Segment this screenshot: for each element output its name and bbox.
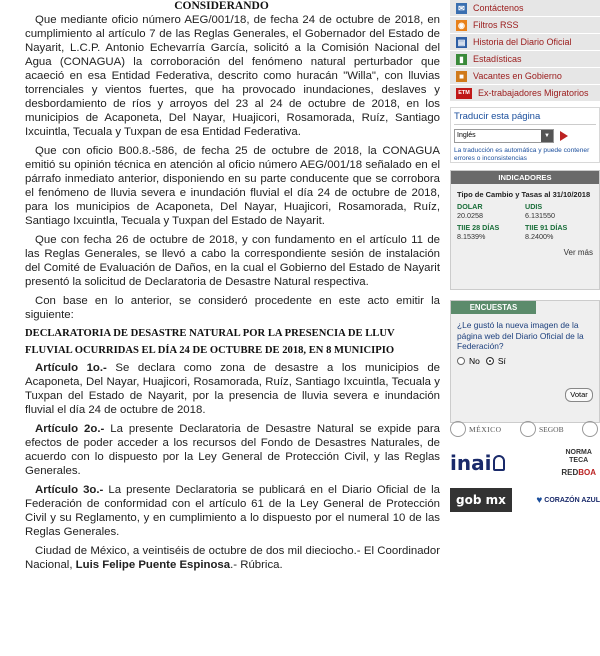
normateca-line-1: NORMA (565, 449, 592, 456)
etm-icon: ETM (456, 88, 472, 99)
briefcase-icon: ■ (456, 71, 467, 82)
article-2-label: Artículo 2o.- (35, 423, 105, 435)
vote-button[interactable]: Votar (565, 388, 593, 402)
indicator-label: UDIS (525, 202, 543, 211)
article-2 (0, 422, 443, 478)
boa-text: BOA (578, 468, 596, 477)
closing-text: Ciudad de México, a veintiséis de octubre de dos mil dieciocho.- El Coordinador Nacional, (25, 545, 440, 571)
paragraph-4: Con base en lo anterior, se consideró procedente en este acto emitir la siguiente: (25, 295, 440, 321)
mexico-seal-icon (450, 421, 466, 437)
sidebar-link-statistics[interactable] (450, 51, 600, 67)
corazon-azul-logo[interactable] (536, 495, 600, 506)
indicator-value: 20.0258 (457, 210, 483, 220)
see-more-link[interactable]: Ver más (563, 248, 593, 257)
segob-logo-text: SEGOB (539, 424, 564, 434)
vote-row (451, 368, 599, 402)
language-select[interactable] (454, 129, 554, 143)
translate-title: Traducir esta página (454, 111, 596, 125)
article-1-label: Artículo 1o.- (35, 362, 107, 374)
book-icon: ▤ (457, 37, 466, 47)
article-3-text: La presente Declaratoria se publicará en el Diario Oficial de la Federación de conformidad con el artículo 61 de la Ley General de Protección Civil y su Reglamento, y en cumplimiento a lo dispuesto por el numeral 10 de las Reglas Generales. (25, 484, 440, 538)
inai-logo-text: inai (450, 451, 492, 475)
heart-icon: ♥ (536, 494, 543, 506)
poll-options (451, 354, 599, 368)
option-no-label: No (469, 355, 480, 366)
language-selected: Inglés (457, 132, 476, 139)
sidebar-link-label: Ex-trabajadores Migratorios (478, 88, 589, 98)
red-text: RED (561, 468, 579, 477)
translate-widget (450, 107, 600, 163)
normateca-line-2: TECA (569, 457, 589, 464)
logo-row-3 (450, 486, 600, 514)
declaration-title-line-1: DECLARATORIA DE DESASTRE NATURAL POR LA PRESENCIA DE LLUV (25, 328, 395, 339)
article-1 (0, 361, 443, 417)
normateca-logo[interactable] (561, 449, 596, 477)
indicator-value: 8.1539% (457, 231, 486, 241)
radio-no[interactable] (457, 357, 465, 365)
partner-logos (450, 418, 600, 522)
inai-figure-icon (493, 455, 505, 471)
sidebar-link-label: Vacantes en Gobierno (473, 71, 562, 81)
paragraph-2: Que con oficio B00.8.-586, de fecha 25 de octubre de 2018, la CONAGUA emitió su opinión técnica en atención al oficio número AEG/001/18 señalado en el párrafo inmediato anterior, disponiendo en su parte conducente que se corrobora el fenómeno de lluvia severa e inundación fluvial el día 24 de octubre de 2018, para los municipios de Acaponeta, Del Nayar, Huajicori, Rosamorada, Ruíz, Santiago Ixcuintla, Tecuala y Tuxpan del Estado de Nayarit. (25, 145, 440, 227)
sidebar (450, 0, 600, 656)
article-3 (0, 483, 443, 539)
sidebar-link-contact[interactable] (450, 0, 600, 16)
sidebar-link-label: Historia del Diario Oficial (473, 37, 572, 47)
mexico-logo[interactable] (450, 421, 502, 437)
chevron-down-icon: ▼ (541, 130, 553, 142)
chart-icon: ▮ (456, 54, 467, 65)
indicator-tiie-91 (525, 224, 593, 241)
radio-si[interactable] (486, 357, 494, 365)
closing-suffix: .- Rúbrica. (230, 559, 283, 571)
indicator-tiie-28 (457, 224, 525, 241)
sidebar-link-label: Filtros RSS (473, 20, 519, 30)
indicator-label: TIIE 91 DÍAS (525, 223, 568, 232)
contact-icon: ✉ (456, 3, 467, 14)
indicators-title: Tipo de Cambio y Tasas al 31/10/2018 (457, 190, 591, 199)
segob-seal-icon (520, 421, 536, 437)
indicator-value: 6.131550 (525, 210, 555, 220)
article-1-text: Se declara como zona de desastre a los municipios de Acaponeta, Del Nayar, Huajicori, Rosamorada, Ruíz, Santiago Ixcuintla, Tecuala y Tuxpan del Estado de Nayarit, por la presencia de lluvia severa e inundación fluvial el día 24 de octubre de 2018. (25, 362, 440, 416)
poll-header: ENCUESTAS (451, 301, 536, 314)
mexico-logo-text: MÉXICO (469, 424, 502, 434)
indicators-panel (450, 170, 600, 290)
translate-go-icon[interactable] (560, 131, 568, 141)
sidebar-link-vacancies[interactable] (450, 68, 600, 84)
indicator-value: 8.2400% (525, 231, 554, 241)
indicators-grid (451, 201, 599, 247)
sidebar-link-label: Contáctenos (473, 3, 524, 13)
poll-question: ¿Le gustó la nueva imagen de la página web del Diario Oficial de la Federación? (457, 320, 584, 351)
paragraph-3: Que con fecha 26 de octubre de 2018, y con fundamento en el artículo 11 de las Reglas Generales, se llevó a cabo la correspondiente sesión de instalación del Comité de Evaluación de Daños, en la cual el Gobierno del Estado de Nayarit presentó la solicitud de Declaratoria de Desastre Natural respectiva. (25, 234, 440, 288)
sidebar-link-rss[interactable] (450, 17, 600, 33)
sidebar-link-history[interactable] (450, 34, 600, 50)
sidebar-links (450, 0, 600, 101)
indicator-label: TIIE 28 DÍAS (457, 223, 500, 232)
indicator-dolar (457, 203, 525, 220)
poll-panel (450, 300, 600, 423)
logo-row-2 (450, 448, 600, 478)
corazon-azul-text: CORAZÓN AZUL (544, 496, 600, 504)
gobmx-logo[interactable] (450, 488, 512, 512)
declaration-title-line-2: FLUVIAL OCURRIDAS EL DÍA 24 DE OCTUBRE DE 2018, EN 8 MUNICIPIO (25, 345, 395, 356)
segob-logo[interactable] (520, 421, 564, 437)
inai-logo[interactable] (450, 451, 505, 475)
article-3-label: Artículo 3o.- (35, 484, 104, 496)
option-si-label: Sí (497, 355, 506, 366)
indicators-header: INDICADORES (451, 171, 599, 184)
red-boa-logo (561, 469, 596, 477)
sidebar-link-migrant-workers[interactable] (450, 85, 600, 101)
signatory-name: Luis Felipe Puente Espinosa (75, 559, 231, 571)
paragraph-1: Que mediante oficio número AEG/001/18, de fecha 24 de octubre de 2018, en cumplimiento al artículo 7 de las Reglas Generales, el Gobernador del Estado de Nayarit, L.C.P. Antonio Echevarría García, solicitó a la Comisión Nacional del Agua (CONAGUA) la corroboración del fenómeno natural perturbador que acaeció en esa Entidad Federativa, descrito como huracán "Willa", con lluvias torrenciales y vientos fuertes, que ha provocado inundaciones, deslaves y desbordamiento de ríos y arroyos del 23 al 24 de octubre de 2018, en los municipios de Acaponeta, Del Nayar, Huajicori, Rosamorada, Ruíz, Santiago Ixcuintla, Tecuala y Tuxpan de esa Entidad Federativa. (25, 14, 440, 138)
section-heading: CONSIDERANDO (174, 0, 269, 12)
gobmx-logo-text: gob mx (456, 493, 506, 507)
translate-controls (454, 129, 596, 143)
rss-icon: ◉ (456, 20, 467, 31)
seal-icon (582, 421, 598, 437)
translate-note: La traducción es automática y puede contener errores o inconsistencias (454, 147, 590, 162)
indicator-label: DOLAR (457, 202, 483, 211)
sidebar-link-label: Estadísticas (473, 54, 522, 64)
closing-paragraph (0, 544, 443, 572)
indicator-udis (525, 203, 593, 220)
article-2-text: La presente Declaratoria de Desastre Natural se expide para efectos de poder acceder a los recursos del Fondo de Desastres Naturales, de acuerdo con lo dispuesto por la Ley General de Protección Civil, y las Reglas Generales. (25, 423, 440, 477)
logo-row-1 (450, 418, 600, 440)
